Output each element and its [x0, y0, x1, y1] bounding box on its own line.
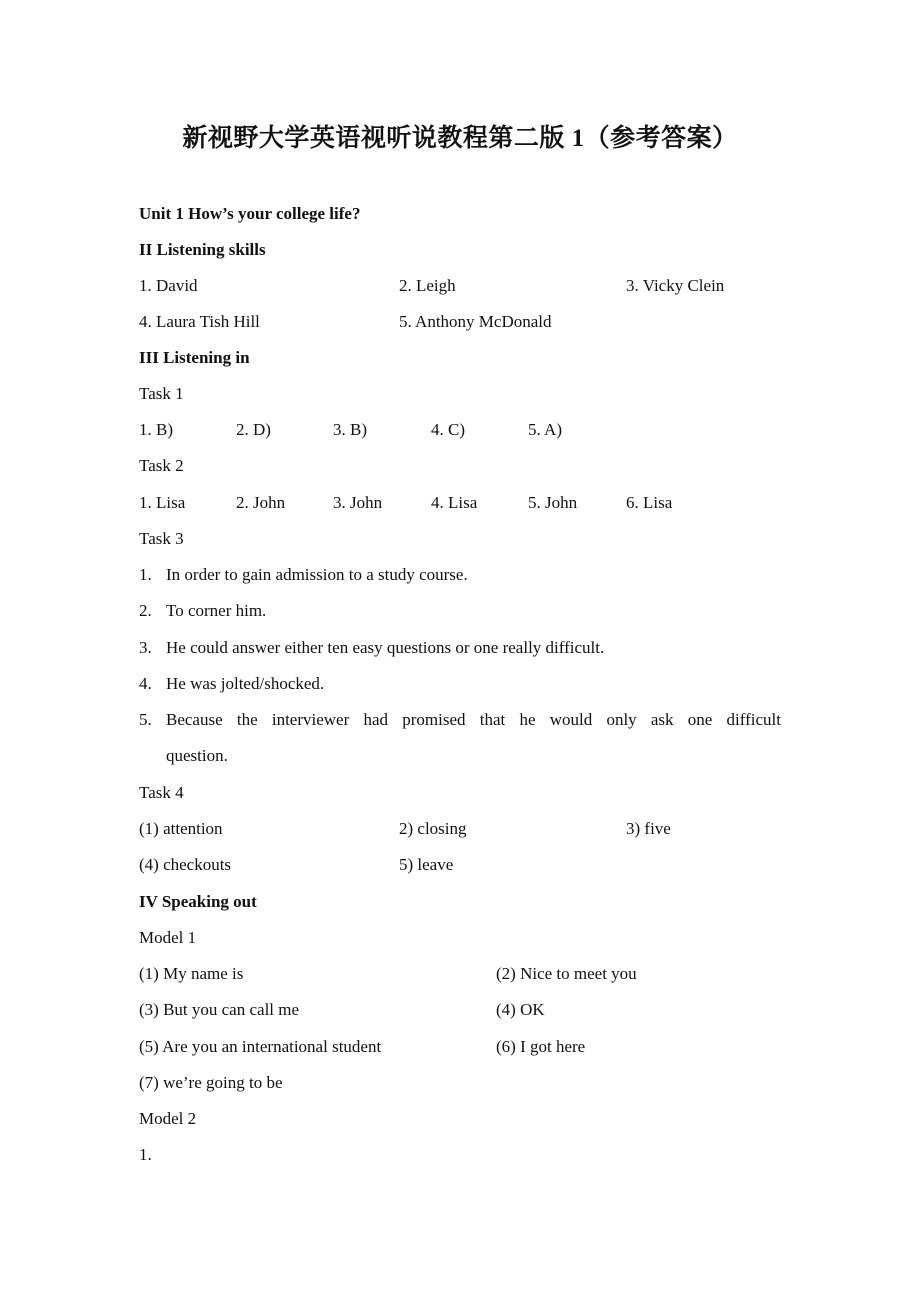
item-text: In order to gain admission to a study course. [166, 565, 468, 584]
model1-label: Model 1 [139, 928, 197, 947]
section-speaking-out: IV Speaking out [139, 892, 257, 911]
item-number: 3. [139, 638, 152, 657]
item-text: Because the interviewer had promised that he would only ask one difficult [166, 710, 781, 729]
task3-item [0, 672, 920, 696]
answer-item: (5) Are you an international student [139, 1037, 382, 1056]
answer-item: 5) leave [399, 855, 454, 874]
task3-label: Task 3 [139, 529, 184, 548]
section-listening-skills: II Listening skills [139, 240, 266, 259]
answer-item: 3. B) [333, 420, 367, 439]
item-number: 5. [139, 710, 152, 729]
answer-item: 4. Lisa [431, 493, 478, 512]
task1-label: Task 1 [139, 384, 184, 403]
answer-item: (3) But you can call me [139, 1000, 300, 1019]
item-text: question. [166, 746, 228, 765]
answer-item: 3. Vicky Clein [626, 276, 725, 295]
item-number: 1. [139, 565, 152, 584]
answer-item: 5. A) [528, 420, 562, 439]
task3-item-continuation [0, 744, 920, 768]
item-number: 2. [139, 601, 152, 620]
section-listening-in: III Listening in [139, 348, 250, 367]
task2-label: Task 2 [139, 456, 184, 475]
answer-item: 2) closing [399, 819, 467, 838]
item-text: He was jolted/shocked. [166, 674, 325, 693]
answer-item: 2. D) [236, 420, 271, 439]
item-text: To corner him. [166, 601, 267, 620]
answer-item: 4. Laura Tish Hill [139, 312, 260, 331]
model1-row-4: (7) we’re going to be [139, 1073, 283, 1092]
task3-item [0, 599, 920, 623]
model2-item: 1. [139, 1145, 152, 1164]
answer-item: 6. Lisa [626, 493, 673, 512]
unit-heading: Unit 1 How’s your college life? [139, 204, 361, 223]
answer-item: 5. Anthony McDonald [399, 312, 552, 331]
answer-item: (2) Nice to meet you [496, 964, 637, 983]
answer-item: 2. Leigh [399, 276, 456, 295]
answer-item: (4) OK [496, 1000, 545, 1019]
answer-item: 5. John [528, 493, 578, 512]
answer-item: 4. C) [431, 420, 465, 439]
answer-item: 3) five [626, 819, 671, 838]
model2-label: Model 2 [139, 1109, 197, 1128]
item-number: 4. [139, 674, 152, 693]
answer-item: (4) checkouts [139, 855, 232, 874]
answer-item: (1) attention [139, 819, 223, 838]
answer-item: (6) I got here [496, 1037, 586, 1056]
task3-item [0, 708, 920, 732]
answer-item: 1. Lisa [139, 493, 186, 512]
task3-item [0, 636, 920, 660]
answer-item: (1) My name is [139, 964, 244, 983]
page-title: 新视野大学英语视听说教程第二版 1（参考答案） [182, 125, 738, 152]
answer-item: 2. John [236, 493, 286, 512]
task3-item [0, 563, 920, 587]
answer-item: 1. B) [139, 420, 173, 439]
answer-item: 1. David [139, 276, 198, 295]
answer-item: 3. John [333, 493, 383, 512]
task4-label: Task 4 [139, 783, 184, 802]
item-text: He could answer either ten easy questions or one really difficult. [166, 638, 605, 657]
